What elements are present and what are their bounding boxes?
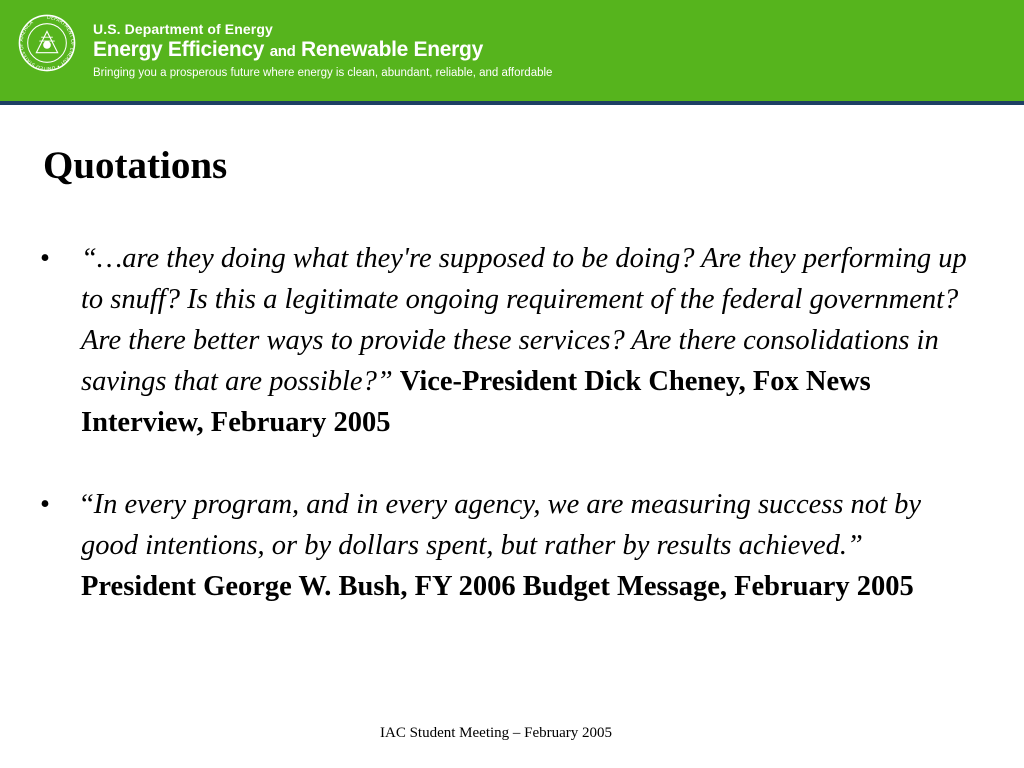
doe-seal-icon: [18, 14, 76, 72]
quote-source: President George W. Bush, FY 2006 Budget Message, February 2005: [81, 571, 914, 602]
quote-text: “…are they doing what they're supposed to be doing? Are they performing up to snuff? Is this a legitimate ongoing requirement of the federal government? Are there better ways to provide these services? Are there consolidations in savings that are possible?”: [81, 243, 967, 397]
quote-open-mark: “: [81, 489, 94, 520]
seal-ring-text: DEPARTMENT OF ENERGY • UNITED STATES OF AMERICA: [19, 15, 75, 71]
quote-text: In every program, and in every agency, we are measuring success not by good intentions, or by dollars spent, but rather by results achieved.”: [81, 489, 921, 561]
office-name-and: and: [269, 43, 296, 60]
quote-source: Vice-President Dick Cheney, Fox News Interview, February 2005: [81, 366, 871, 438]
bullet-marker: •: [40, 243, 50, 274]
organization-name: [93, 20, 552, 81]
department-name: U.S. Department of Energy: [93, 21, 273, 37]
tagline: Bringing you a prosperous future where energy is clean, abundant, reliable, and affordable: [93, 67, 553, 79]
header-divider: [0, 101, 1024, 105]
quote-bullet-bush: [40, 484, 980, 607]
slide-title: Quotations: [43, 144, 228, 187]
slide-footer: IAC Student Meeting – February 2005: [380, 725, 613, 741]
bullet-marker: •: [40, 489, 50, 520]
office-name-part1: Energy Efficiency: [93, 38, 265, 61]
office-name-part2: Renewable Energy: [301, 38, 483, 61]
office-name: [93, 38, 552, 64]
quote-bullet-cheney: [40, 238, 980, 443]
quote-list: [40, 238, 980, 607]
header-banner: [0, 0, 1024, 101]
